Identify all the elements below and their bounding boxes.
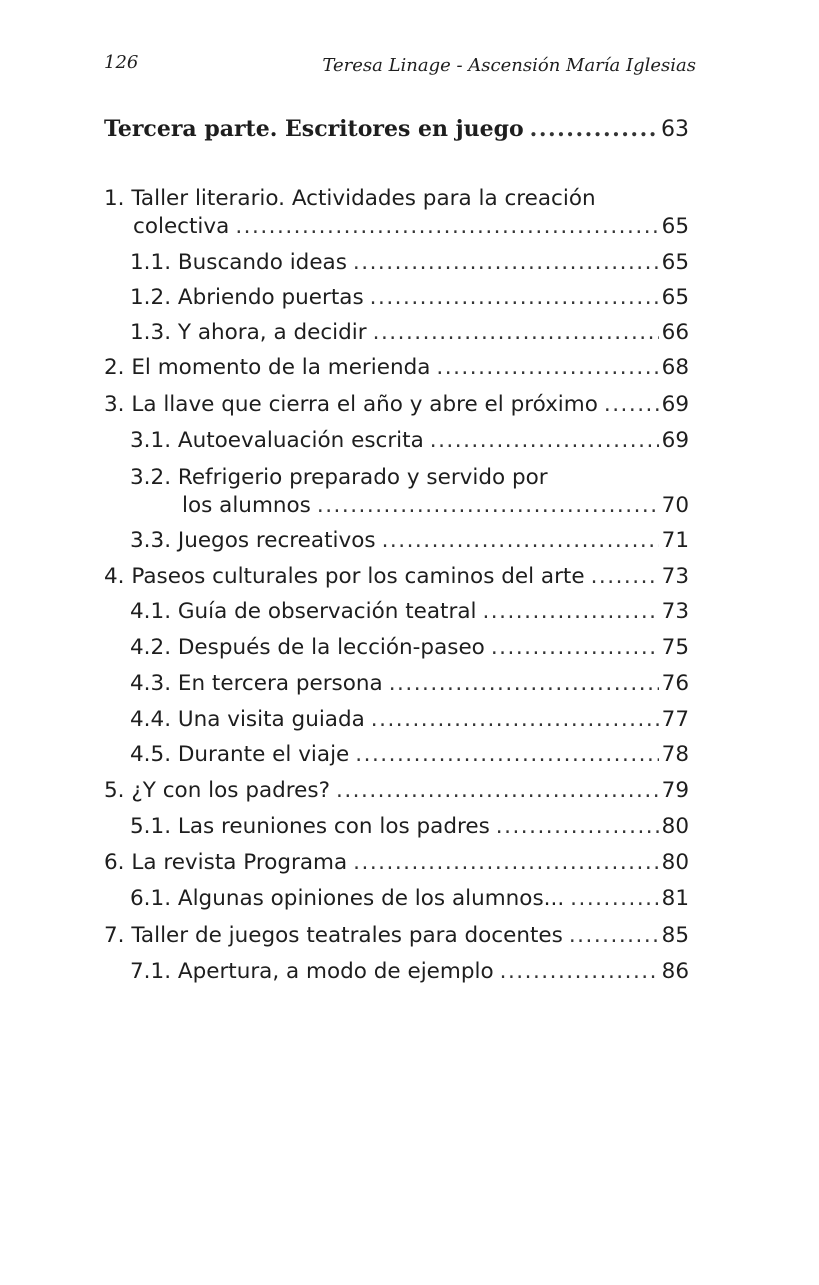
toc-entry-page: 81	[661, 886, 689, 911]
toc-entry	[130, 601, 689, 623]
toc-entry-title: 4.2. Después de la lección-paseo	[130, 635, 485, 660]
toc-entry-page: 80	[661, 814, 689, 839]
toc-entry-title: 6. La revista Programa	[104, 850, 348, 875]
toc-entry	[130, 673, 689, 695]
toc-entry-page: 85	[661, 923, 689, 948]
dot-leader	[389, 673, 659, 695]
toc-entry-page: 65	[661, 250, 689, 275]
dot-leader	[317, 495, 659, 517]
toc-entry-title: 5.1. Las reuniones con los padres	[130, 814, 490, 839]
toc-entry-title: 3.2. Refrigerio preparado y servido por	[130, 465, 548, 490]
toc-entry	[130, 252, 689, 274]
toc-entry	[130, 816, 689, 838]
dot-leader	[382, 530, 659, 552]
dot-leader	[353, 252, 659, 274]
toc-entry-page: 66	[661, 320, 689, 345]
toc-entry-page: 77	[661, 707, 689, 732]
toc-entry	[104, 852, 689, 874]
dot-leader	[353, 852, 658, 874]
dot-leader	[491, 637, 659, 659]
toc-entry	[130, 888, 689, 910]
dot-leader	[496, 816, 659, 838]
toc-entry-title: 7. Taller de juegos teatrales para docentes	[104, 923, 563, 948]
page-number: 126	[104, 52, 139, 73]
toc-entry-page: 65	[661, 285, 689, 310]
toc-entry-page: 86	[661, 959, 689, 984]
toc-entry-title: 4.4. Una visita guiada	[130, 707, 365, 732]
toc-entry-title: 1.3. Y ahora, a decidir	[130, 320, 367, 345]
dot-leader	[591, 566, 659, 588]
toc-entry	[130, 467, 689, 489]
dot-leader	[530, 118, 658, 140]
toc-entry-title: 4.3. En tercera persona	[130, 671, 383, 696]
dot-leader	[235, 216, 658, 238]
toc-entry	[104, 188, 689, 210]
toc-entry-title: 6.1. Algunas opiniones de los alumnos...	[130, 886, 565, 911]
part-heading	[104, 118, 689, 141]
dot-leader	[371, 709, 659, 731]
toc-entry-title-continued: los alumnos	[182, 493, 311, 518]
dot-leader	[370, 287, 659, 309]
dot-leader	[500, 961, 659, 983]
toc-entry-title: 7.1. Apertura, a modo de ejemplo	[130, 959, 494, 984]
authors-header: Teresa Linage - Ascensión María Iglesias	[322, 55, 696, 76]
toc-entry	[130, 744, 689, 766]
dot-leader	[430, 430, 659, 452]
toc-entry	[104, 566, 689, 588]
toc-entry-page: 71	[661, 528, 689, 553]
toc-entry	[104, 394, 689, 416]
toc-entry-page: 68	[661, 355, 689, 380]
dot-leader	[569, 925, 659, 947]
toc-entry	[130, 287, 689, 309]
toc-entry	[104, 357, 689, 379]
toc-entry-page: 70	[661, 493, 689, 518]
toc-entry-page: 73	[661, 599, 689, 624]
dot-leader	[355, 744, 658, 766]
toc-entry-title: 4. Paseos culturales por los caminos del arte	[104, 564, 585, 589]
toc-entry-title: 3.3. Juegos recreativos	[130, 528, 376, 553]
toc-entry-page: 69	[661, 428, 689, 453]
running-header	[104, 52, 696, 86]
toc-entry-title: 3.1. Autoevaluación escrita	[130, 428, 424, 453]
part-page: 63	[661, 117, 689, 142]
toc-entry	[130, 530, 689, 552]
toc-entry	[130, 637, 689, 659]
toc-entry	[104, 780, 689, 802]
toc-entry-title: 4.1. Guía de observación teatral	[130, 599, 477, 624]
toc-entry-title: 1.1. Buscando ideas	[130, 250, 347, 275]
dot-leader	[336, 780, 659, 802]
toc-entry-title: 4.5. Durante el viaje	[130, 742, 350, 767]
toc-entry-page: 80	[661, 850, 689, 875]
toc-entry-title: 2. El momento de la merienda	[104, 355, 431, 380]
dot-leader	[482, 601, 658, 623]
dot-leader	[570, 888, 658, 910]
toc-entry-page: 69	[661, 392, 689, 417]
toc-entry-title: 1. Taller literario. Actividades para la creación	[104, 186, 596, 211]
part-title: Tercera parte. Escritores en juego	[104, 116, 524, 142]
toc-entry-title: 5. ¿Y con los padres?	[104, 778, 331, 803]
toc-entry	[130, 961, 689, 983]
toc-entry-page: 76	[661, 671, 689, 696]
dot-leader	[373, 322, 659, 344]
toc-entry-page: 75	[661, 635, 689, 660]
toc-entry	[104, 925, 689, 947]
toc-entry-page: 79	[661, 778, 689, 803]
toc-entry-title-continued: colectiva	[133, 214, 230, 239]
toc-entry	[130, 430, 689, 452]
toc-entry-page: 78	[661, 742, 689, 767]
toc-entry	[130, 322, 689, 344]
toc-entry	[130, 709, 689, 731]
toc-entry-page: 65	[661, 214, 689, 239]
toc-entry-page: 73	[661, 564, 689, 589]
dot-leader	[604, 394, 659, 416]
toc-entry-title: 3. La llave que cierra el año y abre el próximo	[104, 392, 598, 417]
toc-entry-continuation	[133, 216, 689, 238]
toc-entry-continuation	[182, 495, 689, 517]
dot-leader	[436, 357, 658, 379]
toc-entry-title: 1.2. Abriendo puertas	[130, 285, 364, 310]
